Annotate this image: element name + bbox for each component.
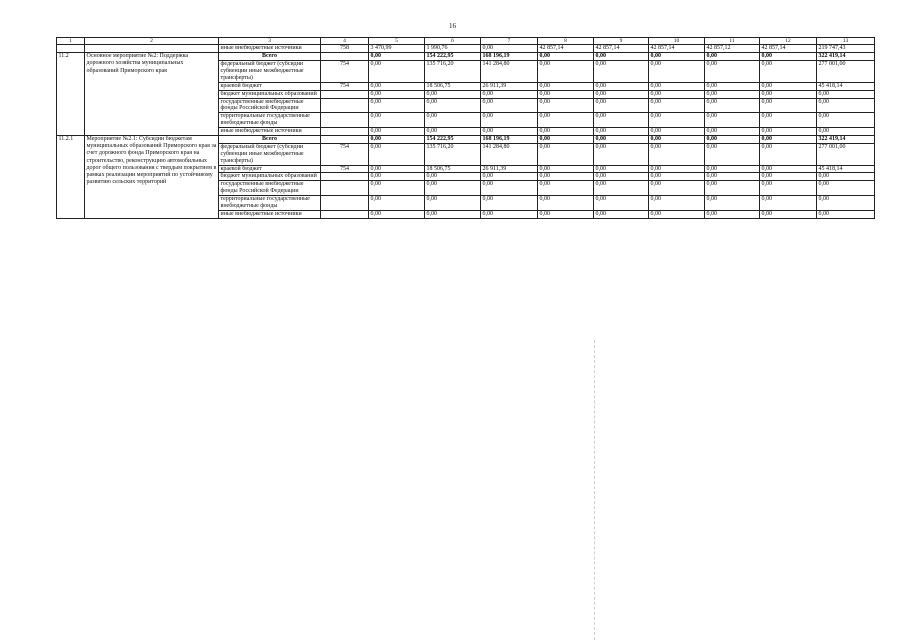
- value-cell: 154 222,95: [425, 53, 481, 61]
- value-cell: 0,00: [760, 196, 817, 211]
- code-cell: [321, 98, 369, 113]
- value-cell: 0,00: [538, 173, 594, 181]
- value-cell: 0,00: [705, 82, 760, 90]
- item-id-cell: 11.2.1: [57, 136, 85, 219]
- value-cell: 0,00: [760, 136, 817, 144]
- value-cell: 0,00: [369, 196, 425, 211]
- empty-name-cell: [85, 45, 219, 53]
- funding-source-cell: федеральный бюджет (субсидии субвенции иные межбюджетные трансферты): [219, 143, 321, 165]
- value-cell: 45 418,14: [817, 165, 875, 173]
- value-cell: 26 911,39: [481, 82, 538, 90]
- value-cell: 0,00: [538, 113, 594, 128]
- value-cell: 0,00: [649, 90, 705, 98]
- value-cell: 0,00: [760, 90, 817, 98]
- value-cell: 42 857,14: [538, 45, 594, 53]
- value-cell: 42 857,14: [594, 45, 649, 53]
- funding-source-cell: иные внебюджетные источники: [219, 128, 321, 136]
- value-cell: 0,00: [705, 196, 760, 211]
- value-cell: 0,00: [594, 113, 649, 128]
- value-cell: 0,00: [369, 128, 425, 136]
- value-cell: 0,00: [538, 53, 594, 61]
- value-cell: 0,00: [369, 165, 425, 173]
- value-cell: 0,00: [594, 82, 649, 90]
- value-cell: 135 716,20: [425, 143, 481, 165]
- value-cell: 0,00: [649, 173, 705, 181]
- column-number-cell: 10: [649, 38, 705, 45]
- value-cell: 0,00: [649, 128, 705, 136]
- value-cell: 0,00: [425, 90, 481, 98]
- column-number-cell: 7: [481, 38, 538, 45]
- funding-source-cell: краевой бюджет: [219, 82, 321, 90]
- column-number-cell: 11: [705, 38, 760, 45]
- value-cell: 0,00: [705, 61, 760, 83]
- budget-table: [56, 37, 875, 219]
- value-cell: 0,00: [538, 165, 594, 173]
- value-cell: 0,00: [760, 82, 817, 90]
- code-cell: [321, 136, 369, 144]
- value-cell: 0,00: [425, 113, 481, 128]
- value-cell: 0,00: [649, 196, 705, 211]
- value-cell: 0,00: [594, 210, 649, 218]
- funding-source-cell: государственные внебюджетные фонды Российской Федерации: [219, 181, 321, 196]
- funding-source-cell: территориальные государственные внебюджетные фонды: [219, 196, 321, 211]
- value-cell: 0,00: [369, 181, 425, 196]
- value-cell: 0,00: [760, 181, 817, 196]
- funding-source-cell: Всего: [219, 53, 321, 61]
- column-number-cell: 3: [219, 38, 321, 45]
- value-cell: 0,00: [369, 90, 425, 98]
- value-cell: 0,00: [760, 128, 817, 136]
- value-cell: 0,00: [817, 181, 875, 196]
- value-cell: 0,00: [481, 181, 538, 196]
- column-number-cell: 1: [57, 38, 85, 45]
- value-cell: 0,00: [538, 90, 594, 98]
- code-cell: [321, 128, 369, 136]
- column-number-cell: 13: [817, 38, 875, 45]
- value-cell: 0,00: [594, 61, 649, 83]
- value-cell: 0,00: [481, 90, 538, 98]
- value-cell: 0,00: [594, 173, 649, 181]
- code-cell: [321, 90, 369, 98]
- value-cell: 18 506,75: [425, 165, 481, 173]
- continuation-row: [57, 45, 875, 53]
- value-cell: 0,00: [481, 128, 538, 136]
- value-cell: 0,00: [425, 173, 481, 181]
- value-cell: 0,00: [760, 210, 817, 218]
- funding-source-cell: территориальные государственные внебюджетные фонды: [219, 113, 321, 128]
- value-cell: 26 911,39: [481, 165, 538, 173]
- value-cell: 18 506,75: [425, 82, 481, 90]
- value-cell: 0,00: [538, 196, 594, 211]
- value-cell: 0,00: [425, 128, 481, 136]
- code-cell: [321, 113, 369, 128]
- value-cell: 0,00: [649, 210, 705, 218]
- funding-source-cell: иные внебюджетные источники: [219, 45, 321, 53]
- value-cell: 0,00: [760, 113, 817, 128]
- value-cell: 277 001,00: [817, 61, 875, 83]
- item-id-cell: 11.2: [57, 53, 85, 136]
- value-cell: 0,00: [538, 82, 594, 90]
- column-number-cell: 12: [760, 38, 817, 45]
- value-cell: 0,00: [649, 61, 705, 83]
- value-cell: 0,00: [538, 210, 594, 218]
- value-cell: 0,00: [594, 181, 649, 196]
- value-cell: 0,00: [817, 90, 875, 98]
- value-cell: 0,00: [594, 165, 649, 173]
- value-cell: 0,00: [369, 143, 425, 165]
- empty-id-cell: [57, 45, 85, 53]
- table-body: [57, 38, 875, 219]
- code-cell: [321, 196, 369, 211]
- code-cell: 754: [321, 82, 369, 90]
- value-cell: 0,00: [817, 196, 875, 211]
- value-cell: 322 419,14: [817, 53, 875, 61]
- value-cell: 168 196,19: [481, 53, 538, 61]
- value-cell: 0,00: [705, 53, 760, 61]
- value-cell: 0,00: [425, 98, 481, 113]
- code-cell: 754: [321, 61, 369, 83]
- value-cell: 0,00: [817, 98, 875, 113]
- value-cell: 0,00: [481, 196, 538, 211]
- value-cell: 0,00: [369, 113, 425, 128]
- value-cell: 0,00: [705, 98, 760, 113]
- value-cell: 0,00: [481, 98, 538, 113]
- value-cell: 168 196,19: [481, 136, 538, 144]
- value-cell: 0,00: [760, 98, 817, 113]
- value-cell: 322 419,14: [817, 136, 875, 144]
- value-cell: 3 470,99: [369, 45, 425, 53]
- value-cell: 45 418,14: [817, 82, 875, 90]
- code-cell: 754: [321, 165, 369, 173]
- value-cell: 42 857,14: [760, 45, 817, 53]
- value-cell: 0,00: [705, 136, 760, 144]
- value-cell: 0,00: [538, 143, 594, 165]
- value-cell: 0,00: [705, 113, 760, 128]
- funding-source-cell: краевой бюджет: [219, 165, 321, 173]
- value-cell: 0,00: [369, 136, 425, 144]
- value-cell: 0,00: [538, 61, 594, 83]
- value-cell: 0,00: [594, 53, 649, 61]
- column-number-cell: 4: [321, 38, 369, 45]
- value-cell: 0,00: [369, 61, 425, 83]
- funding-source-cell: иные внебюджетные источники: [219, 210, 321, 218]
- value-cell: 0,00: [425, 181, 481, 196]
- value-cell: 0,00: [594, 143, 649, 165]
- value-cell: 0,00: [538, 181, 594, 196]
- value-cell: 0,00: [760, 165, 817, 173]
- value-cell: 42 857,14: [649, 45, 705, 53]
- value-cell: 277 001,00: [817, 143, 875, 165]
- value-cell: 0,00: [705, 181, 760, 196]
- code-cell: [321, 173, 369, 181]
- value-cell: 135 716,20: [425, 61, 481, 83]
- value-cell: 0,00: [425, 210, 481, 218]
- column-number-cell: 6: [425, 38, 481, 45]
- funding-source-cell: бюджет муниципальных образований: [219, 173, 321, 181]
- value-cell: 0,00: [369, 98, 425, 113]
- funding-source-cell: бюджет муниципальных образований: [219, 90, 321, 98]
- value-cell: 0,00: [538, 136, 594, 144]
- column-number-cell: 9: [594, 38, 649, 45]
- value-cell: 0,00: [538, 98, 594, 113]
- value-cell: 0,00: [649, 98, 705, 113]
- value-cell: 219 747,43: [817, 45, 875, 53]
- column-number-cell: 8: [538, 38, 594, 45]
- value-cell: 0,00: [760, 143, 817, 165]
- value-cell: 0,00: [649, 181, 705, 196]
- value-cell: 0,00: [369, 173, 425, 181]
- value-cell: 1 990,76: [425, 45, 481, 53]
- total-row: [57, 136, 875, 144]
- value-cell: 0,00: [649, 82, 705, 90]
- value-cell: 0,00: [425, 196, 481, 211]
- value-cell: 141 284,80: [481, 61, 538, 83]
- value-cell: 0,00: [760, 173, 817, 181]
- funding-source-cell: федеральный бюджет (субсидии субвенции иные межбюджетные трансферты): [219, 61, 321, 83]
- value-cell: 0,00: [369, 82, 425, 90]
- value-cell: 0,00: [649, 143, 705, 165]
- value-cell: 0,00: [481, 113, 538, 128]
- value-cell: 0,00: [705, 173, 760, 181]
- code-cell: 754: [321, 143, 369, 165]
- value-cell: 0,00: [481, 173, 538, 181]
- value-cell: 0,00: [760, 61, 817, 83]
- value-cell: 0,00: [760, 53, 817, 61]
- value-cell: 0,00: [649, 165, 705, 173]
- value-cell: 0,00: [817, 173, 875, 181]
- value-cell: 0,00: [481, 210, 538, 218]
- value-cell: 0,00: [649, 136, 705, 144]
- code-cell: 758: [321, 45, 369, 53]
- value-cell: 0,00: [649, 53, 705, 61]
- value-cell: 0,00: [817, 113, 875, 128]
- value-cell: 154 222,95: [425, 136, 481, 144]
- value-cell: 0,00: [481, 45, 538, 53]
- item-name-cell: Основное мероприятие №2: Поддержка дорожного хозяйства муниципальных образований Приморского края: [85, 53, 219, 136]
- column-number-row: [57, 38, 875, 45]
- value-cell: 0,00: [538, 128, 594, 136]
- value-cell: 0,00: [594, 98, 649, 113]
- value-cell: 0,00: [594, 128, 649, 136]
- value-cell: 0,00: [369, 53, 425, 61]
- item-name-cell: Мероприятие №2.1: Субсидии бюджетам муниципальных образований Приморского края за счет дорожного фонда Приморского края на строительство, реконструкцию автомобильных дорог общего пользования с твердым покрытием в рамках реализации мероприятий по устойчивому развитию сельских территорий: [85, 136, 219, 219]
- value-cell: 0,00: [649, 113, 705, 128]
- value-cell: 0,00: [705, 143, 760, 165]
- value-cell: 0,00: [817, 210, 875, 218]
- code-cell: [321, 210, 369, 218]
- value-cell: 0,00: [817, 128, 875, 136]
- column-number-cell: 5: [369, 38, 425, 45]
- value-cell: 0,00: [705, 128, 760, 136]
- funding-source-cell: государственные внебюджетные фонды Российской Федерации: [219, 98, 321, 113]
- value-cell: 0,00: [594, 90, 649, 98]
- funding-source-cell: Всего: [219, 136, 321, 144]
- value-cell: 0,00: [705, 165, 760, 173]
- code-cell: [321, 181, 369, 196]
- value-cell: 0,00: [369, 210, 425, 218]
- page-number: 16: [449, 22, 456, 30]
- value-cell: 0,00: [705, 210, 760, 218]
- code-cell: [321, 53, 369, 61]
- value-cell: 0,00: [594, 196, 649, 211]
- value-cell: 0,00: [594, 136, 649, 144]
- value-cell: 141 284,80: [481, 143, 538, 165]
- scan-artifact-line: [594, 340, 595, 640]
- column-number-cell: 2: [85, 38, 219, 45]
- value-cell: 0,00: [705, 90, 760, 98]
- total-row: [57, 53, 875, 61]
- value-cell: 42 857,12: [705, 45, 760, 53]
